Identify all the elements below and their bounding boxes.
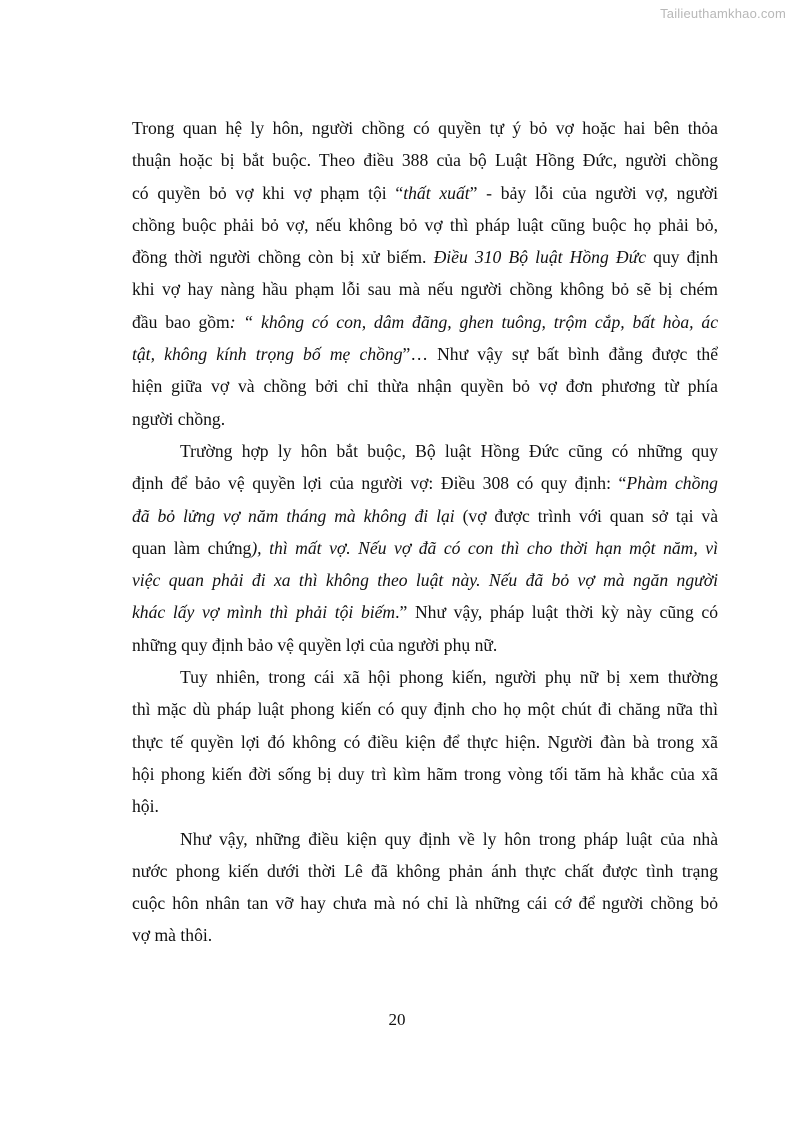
text-run: nước phong kiến dưới thời Lê đã không phản ánh thực chất được tình trạng [132, 860, 718, 881]
text-line [132, 403, 718, 435]
text-run: Như vậy, những điều kiện quy định về ly hôn trong pháp luật của nhà [180, 828, 718, 849]
italic-text-run: tật, không kính trọng bố mẹ chồng [132, 344, 403, 365]
text-run: quan làm chứng [132, 537, 252, 558]
paragraph [132, 823, 718, 952]
text-line [132, 726, 718, 758]
text-run: Trường hợp ly hôn bắt buộc, Bộ luật Hồng Đức cũng có những quy [180, 440, 718, 461]
text-line [132, 693, 718, 725]
text-line [132, 273, 718, 305]
text-run: (vợ được trình với quan sở tại và [454, 505, 719, 526]
text-line [132, 500, 718, 532]
italic-text-run: Điều 310 Bộ luật Hồng Đức [433, 247, 647, 268]
text-line [132, 370, 718, 402]
text-run: định để bảo vệ quyền lợi của người vợ: Điều 308 có quy định: “ [132, 473, 627, 494]
text-line [132, 790, 718, 822]
text-run: quy định [646, 247, 718, 268]
text-run: đồng thời người chồng còn bị xử biếm. [132, 247, 434, 268]
text-run: người chồng. [132, 408, 226, 429]
text-line [132, 564, 718, 596]
text-line [132, 177, 718, 209]
text-run: ” - bảy lỗi của người vợ, người [469, 182, 718, 203]
text-run: khi vợ hay nàng hầu phạm lỗi sau mà nếu người chồng không bỏ sẽ bị chém [132, 279, 718, 300]
text-run: hội phong kiến đời sống bị duy trì kìm hãm trong vòng tối tăm hà khắc của xã [132, 763, 718, 784]
text-line [132, 241, 718, 273]
text-line [132, 596, 718, 628]
italic-text-run: : “ không có con, dâm đãng, ghen tuông, trộm cắp, bất hòa, ác [229, 311, 719, 332]
text-run: ”… Như vậy sự bất bình đẳng được thể [402, 344, 719, 365]
text-line [132, 629, 718, 661]
text-run: thuận hoặc bị bắt buộc. Theo điều 388 của bộ Luật Hồng Đức, người chồng [132, 150, 718, 171]
text-run: thực tế quyền lợi đó không có điều kiện để thực hiện. Người đàn bà trong xã [132, 731, 718, 752]
text-line [132, 338, 718, 370]
paragraph [132, 435, 718, 661]
text-line [132, 144, 718, 176]
text-line [132, 467, 718, 499]
text-run: có quyền bỏ vợ khi vợ phạm tội “ [132, 182, 404, 203]
text-line [132, 823, 718, 855]
paragraph [132, 661, 718, 822]
text-run: những quy định bảo vệ quyền lợi của người phụ nữ. [132, 634, 498, 655]
page-number: 20 [388, 1010, 406, 1029]
paragraph [132, 112, 718, 435]
italic-text-run: ), thì mất vợ. Nếu vợ đã có con thì cho thời hạn một năm, vì [251, 537, 718, 558]
text-line [132, 758, 718, 790]
text-run: Trong quan hệ ly hôn, người chồng có quyền tự ý bỏ vợ hoặc hai bên thỏa [132, 118, 718, 138]
text-line [132, 532, 718, 564]
italic-text-run: Phàm chồng [626, 473, 718, 494]
text-run: Tuy nhiên, trong cái xã hội phong kiến, người phụ nữ bị xem thường [180, 667, 718, 688]
text-line [132, 887, 718, 919]
text-run: hội. [132, 796, 159, 817]
text-line [132, 855, 718, 887]
text-run: đầu bao gồm [132, 311, 230, 332]
text-line [132, 919, 718, 951]
text-line [132, 209, 718, 241]
italic-text-run: việc quan phải đi xa thì không theo luật này. Nếu đã bỏ vợ mà ngăn người [132, 570, 718, 591]
text-line [132, 306, 718, 338]
text-line [132, 112, 718, 144]
italic-text-run: thất xuất [403, 182, 470, 203]
watermark-text: Tailieuthamkhao.com [660, 6, 786, 21]
text-run: cuộc hôn nhân tan vỡ hay chưa mà nó chỉ là những cái cớ để người chồng bỏ [132, 893, 718, 914]
text-run: hiện giữa vợ và chồng bởi chỉ thừa nhận quyền bỏ vợ đơn phương từ phía [132, 376, 718, 397]
text-run: chồng buộc phải bỏ vợ, nếu không bỏ vợ thì pháp luật cũng buộc họ phải bỏ, [132, 214, 718, 235]
text-line [132, 661, 718, 693]
text-line [132, 435, 718, 467]
text-run: vợ mà thôi. [132, 925, 213, 946]
document-body [132, 112, 718, 952]
text-run: thì mặc dù pháp luật phong kiến có quy định cho họ một chút đi chăng nữa thì [132, 699, 718, 720]
italic-text-run: đã bỏ lửng vợ năm tháng mà không đi lại [132, 505, 455, 526]
italic-text-run: khác lấy vợ mình thì phải tội biếm [132, 602, 396, 623]
text-run: .” Như vậy, pháp luật thời kỳ này cũng có [395, 602, 718, 623]
